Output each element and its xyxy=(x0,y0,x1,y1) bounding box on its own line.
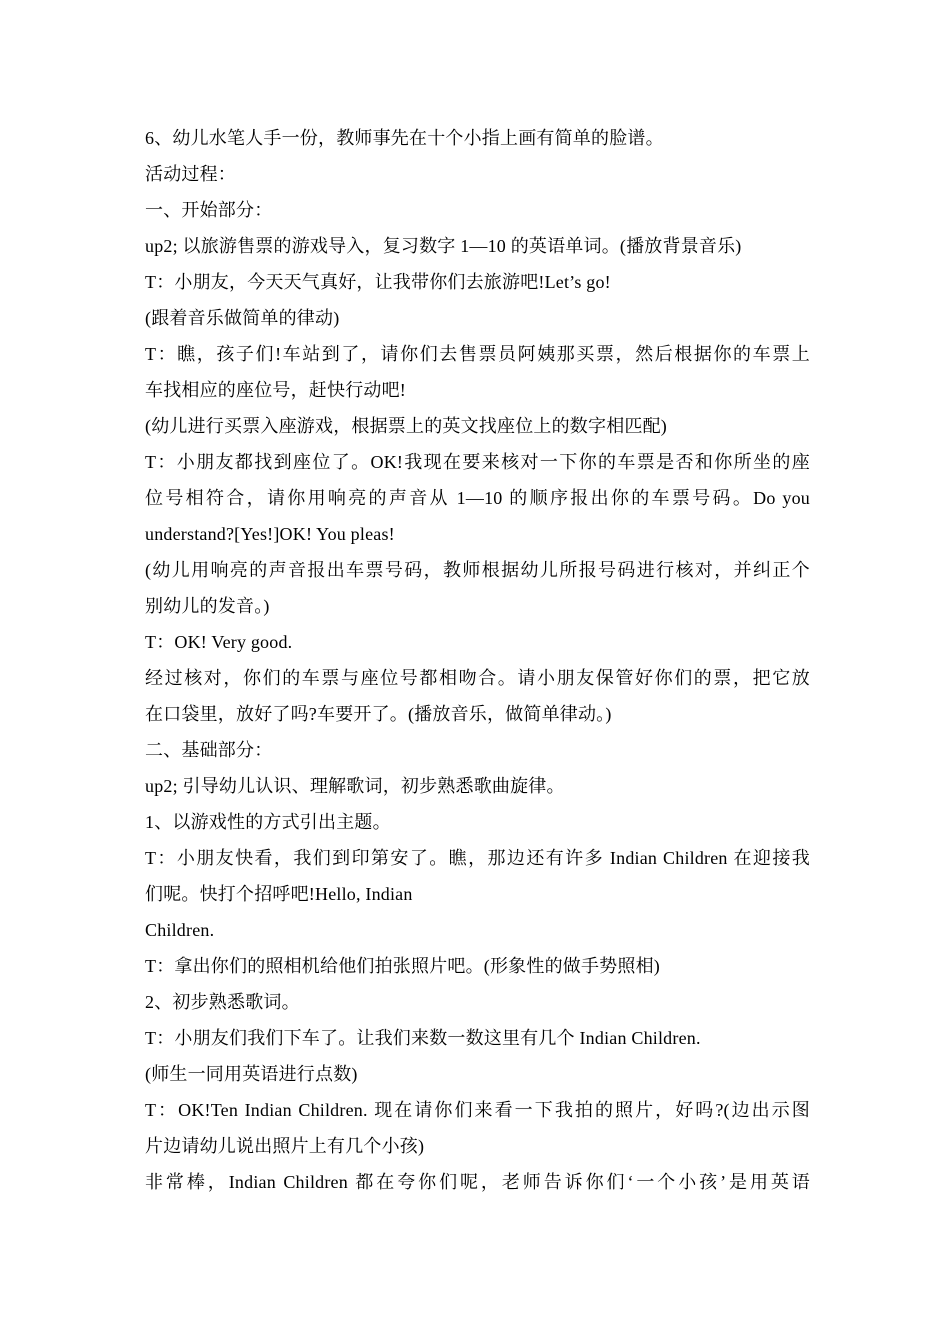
text-line: (幼儿用响亮的声音报出车票号码，教师根据幼儿所报号码进行核对，并纠正个 xyxy=(145,560,810,580)
text-line: 片边请幼儿说出照片上有几个小孩) xyxy=(145,1136,425,1156)
text-line: T：小朋友都找到座位了。OK!我现在要来核对一下你的车票是否和你所坐的座 xyxy=(145,452,810,472)
document-body xyxy=(145,120,810,1200)
text-line: T：瞧，孩子们!车站到了，请你们去售票员阿姨那买票，然后根据你的车票上 xyxy=(145,344,810,364)
text-line: (跟着音乐做简单的律动) xyxy=(145,308,340,328)
text-line: T：OK!Ten Indian Children. 现在请你们来看一下我拍的照片，好吗?(边出示图 xyxy=(145,1100,810,1120)
section-heading: 活动过程： xyxy=(145,164,236,184)
text-line: 位号相符合，请你用响亮的声音从 1—10 的顺序报出你的车票号码。Do you xyxy=(145,488,810,508)
text-line: 2、初步熟悉歌词。 xyxy=(145,992,300,1012)
text-line: 们呢。快打个招呼吧!Hello, Indian xyxy=(145,884,413,904)
text-line: up2; 引导幼儿认识、理解歌词，初步熟悉歌曲旋律。 xyxy=(145,776,565,796)
text-line: T：小朋友，今天天气真好，让我带你们去旅游吧!Let’s go! xyxy=(145,272,611,292)
text-line: 1、以游戏性的方式引出主题。 xyxy=(145,812,391,832)
text-line: 非常棒，Indian Children 都在夸你们呢，老师告诉你们‘一个小孩’是用英语 xyxy=(145,1172,810,1192)
text-line: up2; 以旅游售票的游戏导入，复习数字 1—10 的英语单词。(播放背景音乐) xyxy=(145,236,742,256)
section-heading: 一、开始部分： xyxy=(145,200,273,220)
text-line: 经过核对，你们的车票与座位号都相吻合。请小朋友保管好你们的票，把它放 xyxy=(145,668,810,688)
text-line: 6、幼儿水笔人手一份，教师事先在十个小指上画有简单的脸谱。 xyxy=(145,128,664,148)
text-line: Children. xyxy=(145,920,215,940)
section-heading: 二、基础部分： xyxy=(145,740,273,760)
text-line: (师生一同用英语进行点数) xyxy=(145,1064,358,1084)
text-line: (幼儿进行买票入座游戏，根据票上的英文找座位上的数字相匹配) xyxy=(145,416,667,436)
text-line: T：小朋友快看，我们到印第安了。瞧，那边还有许多 Indian Children 在迎接我 xyxy=(145,848,810,868)
text-line: T：拿出你们的照相机给他们拍张照片吧。(形象性的做手势照相) xyxy=(145,956,660,976)
text-line: T：OK! Very good. xyxy=(145,632,293,652)
text-line: T：小朋友们我们下车了。让我们来数一数这里有几个 Indian Children. xyxy=(145,1028,701,1048)
text-line: understand?[Yes!]OK! You pleas! xyxy=(145,524,395,544)
text-line: 在口袋里，放好了吗?车要开了。(播放音乐，做简单律动。) xyxy=(145,704,612,724)
text-line: 别幼儿的发音。) xyxy=(145,596,270,616)
text-line: 车找相应的座位号，赶快行动吧! xyxy=(145,380,406,400)
